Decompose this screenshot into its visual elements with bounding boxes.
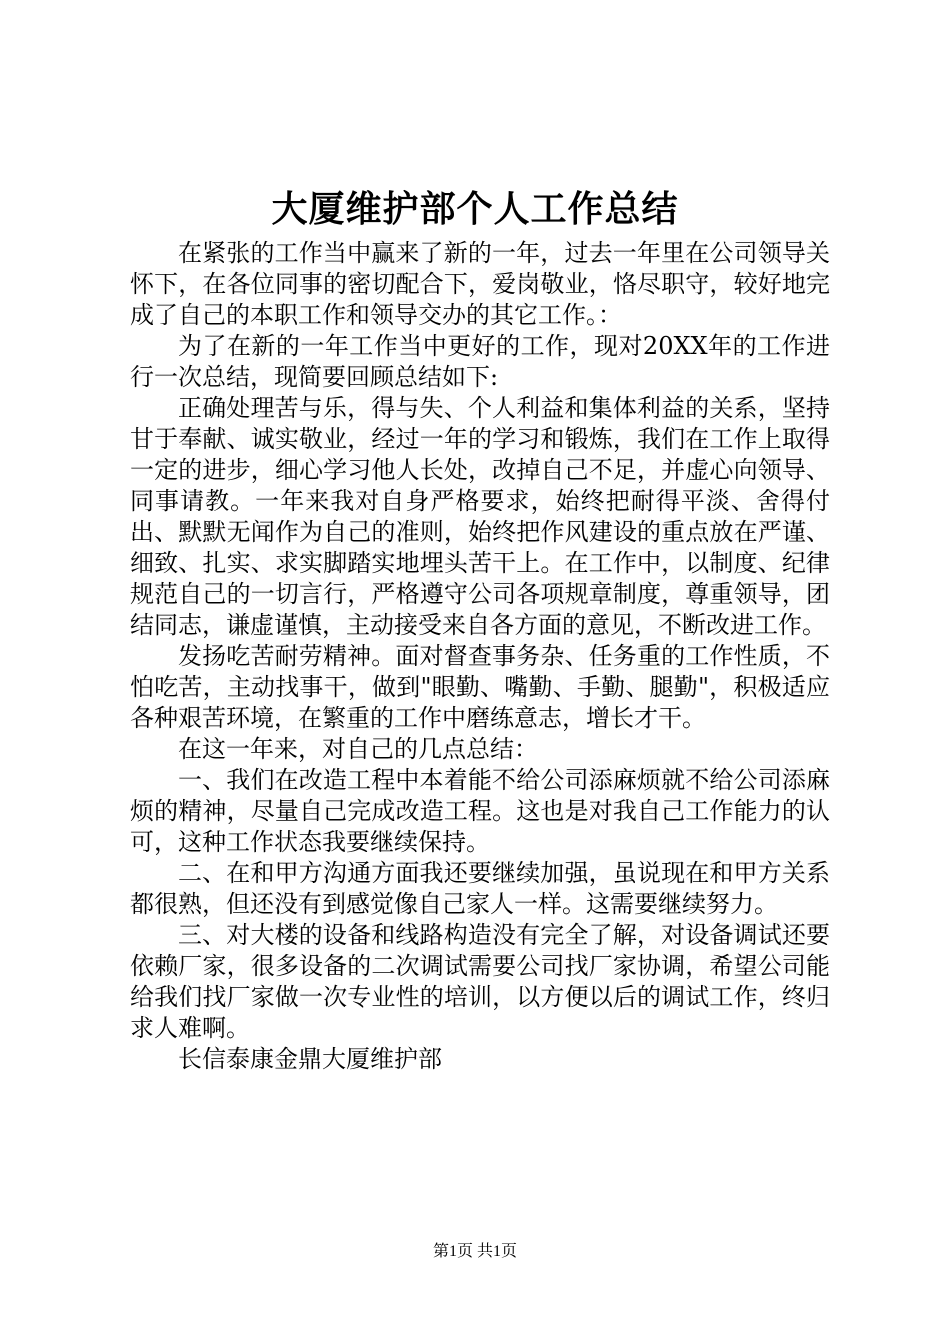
paragraph-point-three: 三、对大楼的设备和线路构造没有完全了解，对设备调试还要依赖厂家，很多设备的二次调试需要公司找厂家协调，希望公司能给我们找厂家做一次专业性的培训，以方便以后的调试工作，终归求人难啊。 <box>130 921 830 1042</box>
paragraph-intro: 在紧张的工作当中赢来了新的一年，过去一年里在公司领导关怀下，在各位同事的密切配合下，爱岗敬业，恪尽职守，较好地完成了自己的本职工作和领导交办的其它工作。： <box>130 239 830 329</box>
paragraph-points-intro: 在这一年来，对自己的几点总结： <box>178 735 538 763</box>
paragraph-hardwork: 发扬吃苦耐劳精神。面对督查事务杂、任务重的工作性质，不怕吃苦，主动找事干，做到"眼勤、嘴勤、手勤、腿勤"，积极适应各种艰苦环境，在繁重的工作中磨练意志，增长才干。 <box>130 642 830 732</box>
document-title: 大厦维护部个人工作总结 <box>271 188 679 230</box>
document-body <box>130 238 830 1075</box>
paragraph-point-two: 二、在和甲方沟通方面我还要继续加强，虽说现在和甲方关系都很熟，但还没有到感觉像自己家人一样。这需要继续努力。 <box>130 859 830 918</box>
paragraph-attitude: 正确处理苦与乐，得与失、个人利益和集体利益的关系，坚持甘于奉献、诚实敬业，经过一年的学习和锻炼，我们在工作上取得一定的进步，细心学习他人长处，改掉自己不足，并虚心向领导、同事请教。一年来我对自身严格要求，始终把耐得平淡、舍得付出、默默无闻作为自己的准则，始终把作风建设的重点放在严谨、细致、扎实、求实脚踏实地埋头苦干上。在工作中，以制度、纪律规范自己的一切言行，严格遵守公司各项规章制度，尊重领导，团结同志，谦虚谨慎，主动接受来自各方面的意见，不断改进工作。 <box>130 394 830 639</box>
paragraph-summary-lead: 为了在新的一年工作当中更好的工作，现对20XX年的工作进行一次总结，现简要回顾总结如下: <box>130 332 830 391</box>
paragraph-point-one: 一、我们在改造工程中本着能不给公司添麻烦就不给公司添麻烦的精神，尽量自己完成改造工程。这也是对我自己工作能力的认可，这种工作状态我要继续保持。 <box>130 766 830 856</box>
signature: 长信泰康金鼎大厦维护部 <box>178 1045 442 1073</box>
page-footer: 第1页 共1页 <box>432 1243 517 1260</box>
